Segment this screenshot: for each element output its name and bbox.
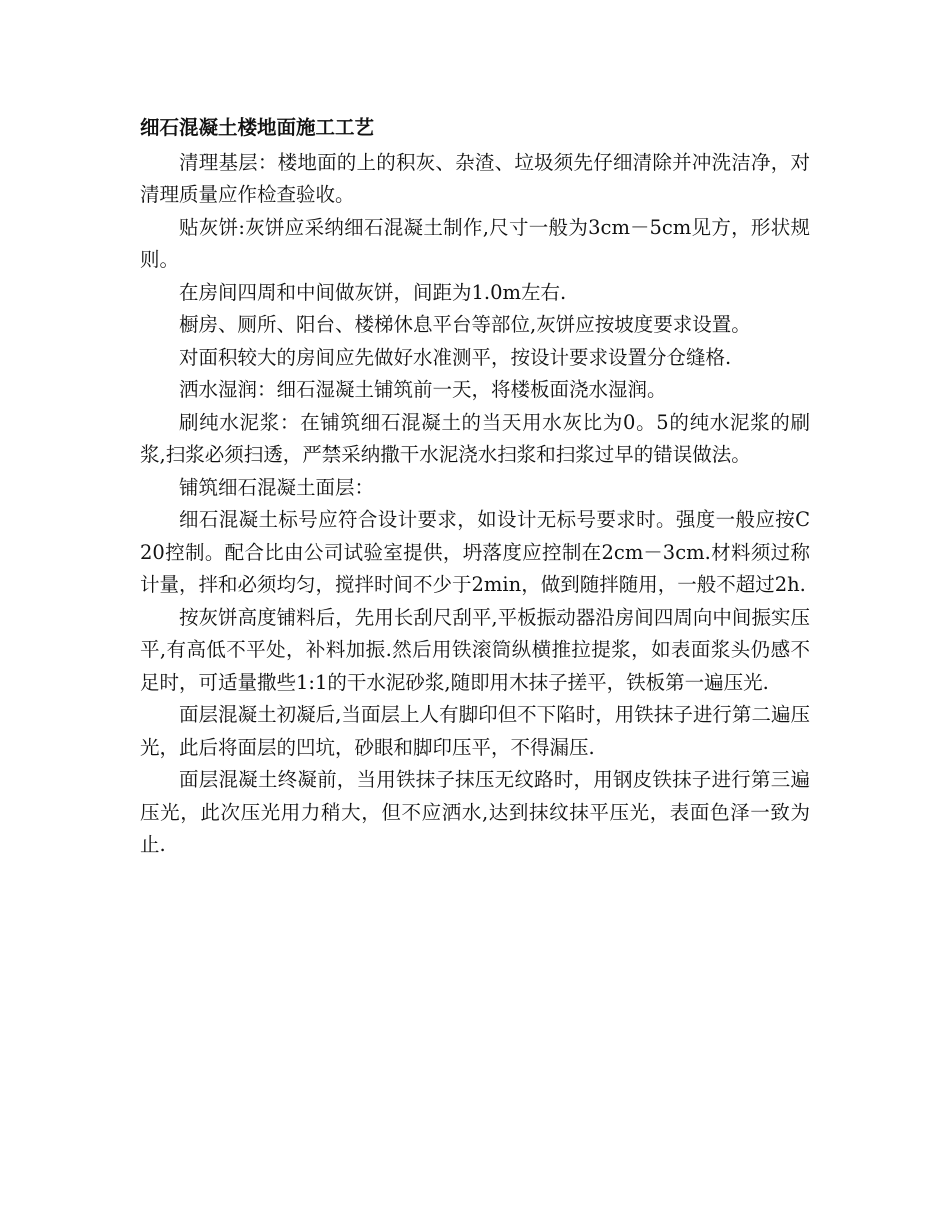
paragraph-third-troweling: 面层混凝土终凝前，当用铁抹子抹压无纹路时，用钢皮铁抹子进行第三遍压光，此次压光用力稍大，但不应洒水,达到抹纹抹平压光，表面色泽一致为止. [140, 768, 810, 856]
paragraph-surface-layer-heading: 铺筑细石混凝土面层： [179, 475, 375, 499]
paragraph-cement-slurry: 刷纯水泥浆：在铺筑细石混凝土的当天用水灰比为0。5的纯水泥浆的刷浆,扫浆必须扫透，严禁采纳撒干水泥浇水扫浆和扫浆过早的错误做法。 [140, 410, 810, 466]
paragraph-first-troweling: 按灰饼高度铺料后，先用长刮尺刮平,平板振动器沿房间四周向中间振实压平,有高低不平处，补料加振.然后用铁滚筒纵横推拉提浆，如表面浆头仍感不足时，可适量撒些1:1的干水泥砂浆,随即用木抹子搓平，铁板第一遍压光. [140, 605, 810, 694]
document-content [140, 112, 810, 862]
paragraph-clean-base: 清理基层：楼地面的上的积灰、杂渣、垃圾须先仔细清除并冲洗洁净，对清理质量应作检查验收。 [140, 150, 810, 206]
document-title: 细石混凝土楼地面施工工艺 [140, 116, 375, 139]
paragraph-mark-spacing: 在房间四周和中间做灰饼，间距为1.0m左右. [179, 280, 567, 304]
paragraph-second-troweling: 面层混凝土初凝后,当面层上人有脚印但不下陷时，用铁抹子进行第二遍压光，此后将面层的凹坑，砂眼和脚印压平，不得漏压. [140, 703, 810, 759]
paragraph-slope-areas: 橱房、厕所、阳台、楼梯休息平台等部位,灰饼应按坡度要求设置。 [179, 313, 751, 336]
paragraph-mortar-marks: 贴灰饼:灰饼应采纳细石混凝土制作,尺寸一般为3cm－5cm见方，形状规则。 [140, 215, 810, 271]
paragraph-leveling: 对面积较大的房间应先做好水准测平，按设计要求设置分仓缝格. [179, 345, 732, 369]
paragraph-wetting: 洒水湿润：细石湿凝土铺筑前一天，将楼板面浇水湿润。 [179, 378, 667, 401]
paragraph-concrete-requirements: 细石混凝土标号应符合设计要求，如设计无标号要求时。强度一般应按C20控制。配合比由公司试验室提供，坍落度应控制在2cm－3cm.材料须过称计量，拌和必须均匀，搅拌时间不少于2min，做到随拌随用，一般不超过2h. [140, 508, 810, 596]
